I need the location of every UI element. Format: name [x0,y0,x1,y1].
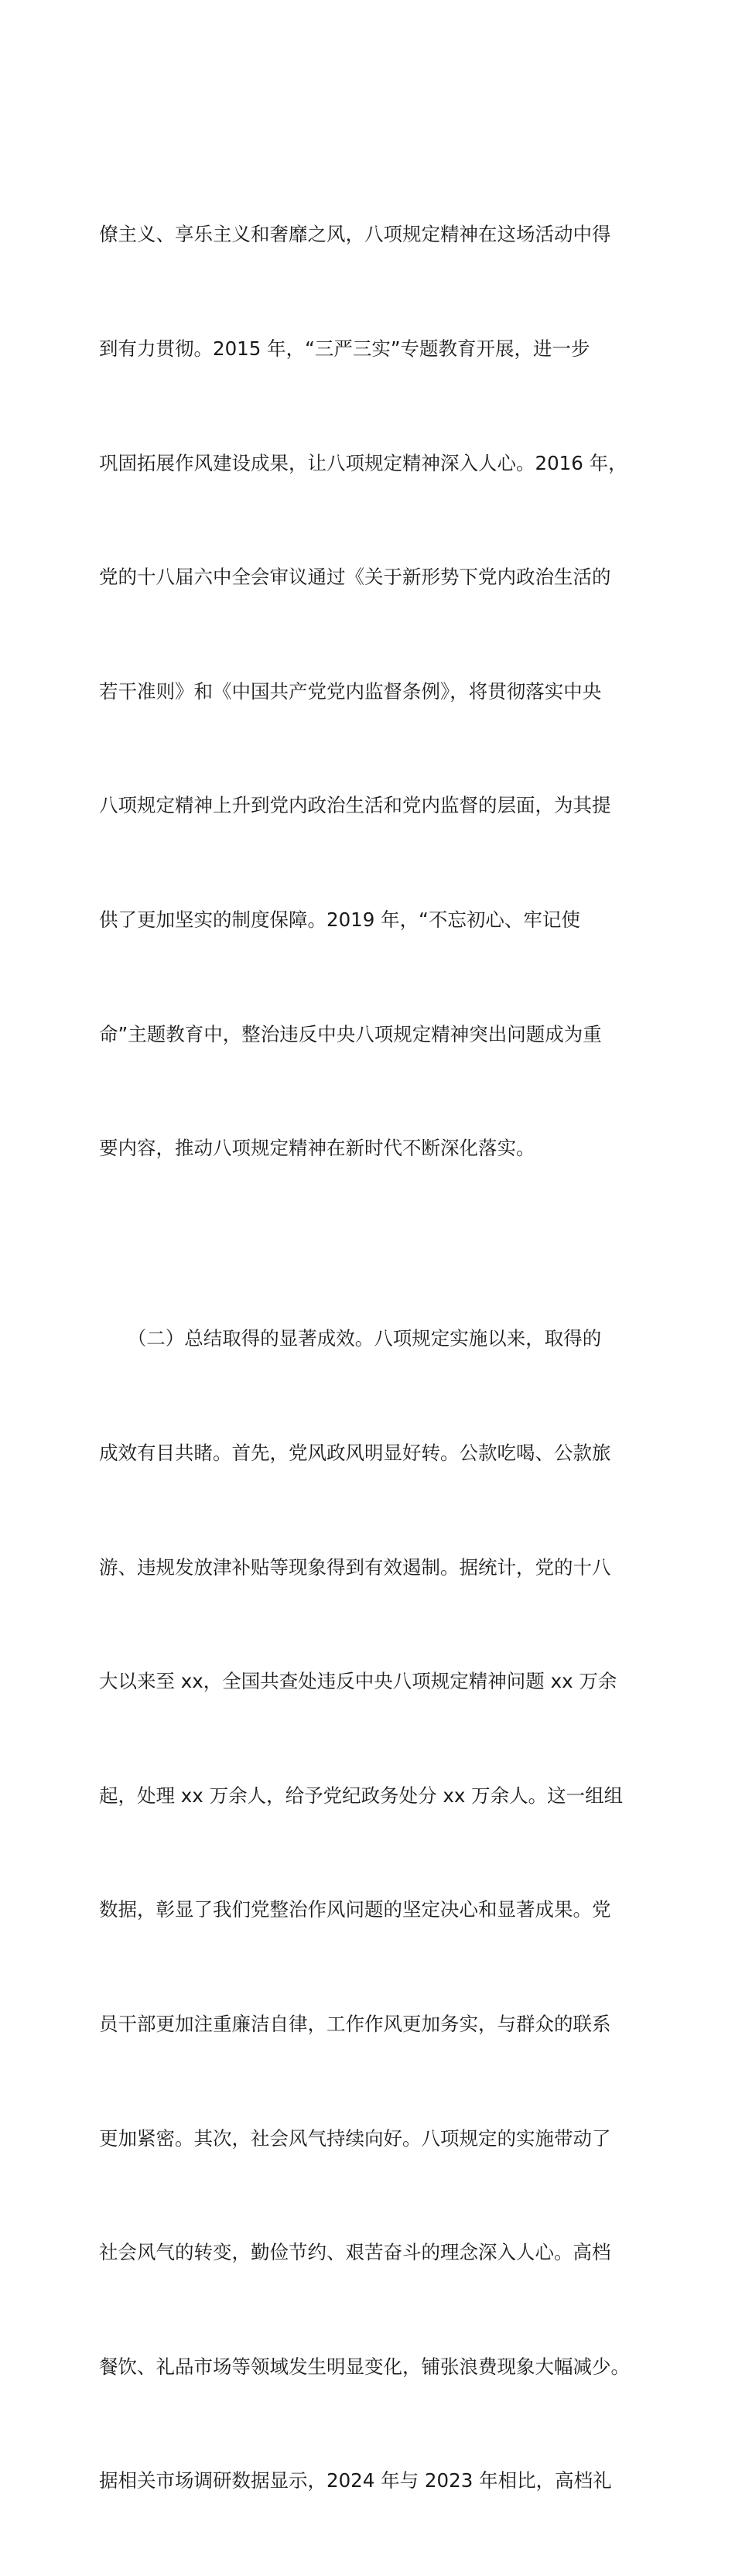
text-line: 八项规定精神上升到党内政治生活和党内监督的层面，为其提 [99,794,611,817]
text-line: 社会风气的转变，勤俭节约、艰苦奋斗的理念深入人心。高档 [99,2241,611,2264]
text-line: 起，处理 xx 万余人，给予党纪政务处分 xx 万余人。这一组组 [99,1784,624,1807]
document-body [99,139,647,2576]
paragraph-2 [99,1244,647,2576]
text-line: 命”主题教育中，整治违反中央八项规定精神突出问题成为重 [99,1022,602,1045]
text-line: 僚主义、享乐主义和奢靡之风，八项规定精神在这场活动中得 [99,223,611,246]
text-line: 大以来至 xx，全国共查处违反中央八项规定精神问题 xx 万余 [99,1670,617,1693]
text-line: 成效有目共睹。首先，党风政风明显好转。公款吃喝、公款旅 [99,1441,611,1464]
text-line: 党的十八届六中全会审议通过《关于新形势下党内政治生活的 [99,566,611,589]
text-line: 若干准则》和《中国共产党党内监督条例》，将贯彻落实中央 [99,679,602,703]
text-line: （二）总结取得的显著成效。八项规定实施以来，取得的 [99,1327,602,1350]
text-line: 餐饮、礼品市场等领域发生明显变化，铺张浪费现象大幅减少。 [99,2355,630,2378]
text-line: 据相关市场调研数据显示，2024 年与 2023 年相比，高档礼 [99,2469,612,2492]
text-line: 巩固拓展作风建设成果，让八项规定精神深入人心。2016 年， [99,451,627,474]
text-line: 供了更加坚实的制度保障。2019 年，“不忘初心、牢记使 [99,908,580,932]
paragraph-1 [99,139,647,1244]
text-line: 员干部更加注重廉洁自律，工作作风更加务实，与群众的联系 [99,2012,611,2035]
text-line: 数据，彰显了我们党整治作风问题的坚定决心和显著成果。党 [99,1898,611,1921]
text-line: 到有力贯彻。2015 年，“三严三实”专题教育开展，进一步 [99,337,590,361]
text-line: 游、违规发放津补贴等现象得到有效遏制。据统计，党的十八 [99,1555,611,1579]
text-line: 更加紧密。其次，社会风气持续向好。八项规定的实施带动了 [99,2126,611,2150]
text-line: 要内容，推动八项规定精神在新时代不断深化落实。 [99,1137,535,1160]
